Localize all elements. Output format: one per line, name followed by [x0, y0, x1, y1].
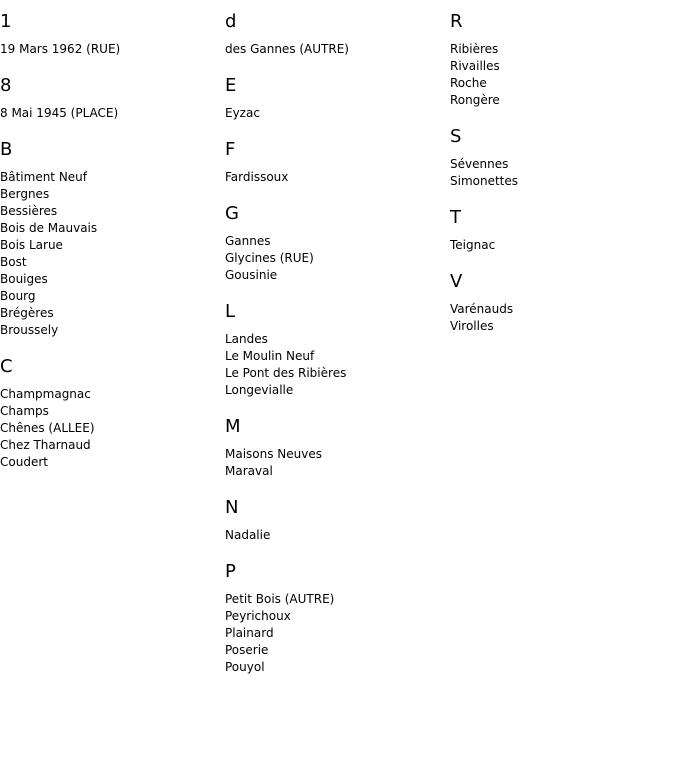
letter-heading: R: [450, 11, 463, 32]
letter-heading: S: [450, 126, 462, 147]
street-list: [225, 331, 450, 399]
street-item[interactable]: Rongère: [450, 93, 500, 107]
street-item[interactable]: des Gannes (AUTRE): [225, 42, 349, 56]
street-item[interactable]: Gannes: [225, 234, 271, 248]
letter-heading: E: [225, 75, 237, 96]
letter-group-v: [450, 271, 675, 335]
street-item[interactable]: Bost: [0, 255, 27, 269]
street-item[interactable]: Sévennes: [450, 157, 509, 171]
street-item[interactable]: Maraval: [225, 464, 273, 478]
letter-heading: P: [225, 561, 236, 582]
letter-group-n: [225, 497, 450, 544]
street-list: [225, 41, 450, 58]
letter-heading: L: [225, 301, 236, 322]
street-list: [225, 446, 450, 480]
street-item[interactable]: Pouyol: [225, 660, 265, 674]
street-item[interactable]: Champmagnac: [0, 387, 91, 401]
street-item[interactable]: Bouiges: [0, 272, 48, 286]
letter-heading: 8: [0, 75, 12, 96]
letter-heading: V: [450, 271, 463, 292]
street-item[interactable]: Longevialle: [225, 383, 294, 397]
street-item[interactable]: Nadalie: [225, 528, 271, 542]
street-item[interactable]: Maisons Neuves: [225, 447, 323, 461]
letter-group-p: [225, 561, 450, 676]
street-list: [0, 169, 225, 339]
street-item[interactable]: Bois de Mauvais: [0, 221, 98, 235]
street-list: [450, 237, 675, 254]
letter-group-f: [225, 139, 450, 186]
letter-group-r: [450, 11, 675, 109]
street-list: [450, 156, 675, 190]
letter-heading: B: [0, 139, 13, 160]
letter-heading: G: [225, 203, 239, 224]
street-item[interactable]: 8 Mai 1945 (PLACE): [0, 106, 119, 120]
letter-heading: d: [225, 11, 237, 32]
letter-heading: N: [225, 497, 239, 518]
street-item[interactable]: Coudert: [0, 455, 48, 469]
street-item[interactable]: Roche: [450, 76, 487, 90]
street-item[interactable]: Bâtiment Neuf: [0, 170, 88, 184]
street-item[interactable]: Landes: [225, 332, 268, 346]
letter-group-l: [225, 301, 450, 399]
letter-group-8: [0, 75, 225, 122]
street-item[interactable]: Rivailles: [450, 59, 500, 73]
letter-group-b: [0, 139, 225, 339]
street-item[interactable]: Le Moulin Neuf: [225, 349, 315, 363]
letter-heading: M: [225, 416, 241, 437]
letter-group-s: [450, 126, 675, 190]
street-list: [225, 105, 450, 122]
street-item[interactable]: Varénauds: [450, 302, 514, 316]
street-item[interactable]: Brégères: [0, 306, 54, 320]
letter-heading: T: [450, 207, 461, 228]
letter-group-g: [225, 203, 450, 284]
street-item[interactable]: Plainard: [225, 626, 274, 640]
street-item[interactable]: Eyzac: [225, 106, 260, 120]
index-column-1: [0, 11, 225, 488]
street-item[interactable]: Bourg: [0, 289, 36, 303]
street-item[interactable]: Simonettes: [450, 174, 519, 188]
street-item[interactable]: Glycines (RUE): [225, 251, 314, 265]
street-list: [450, 41, 675, 109]
street-list: [225, 169, 450, 186]
street-item[interactable]: Peyrichoux: [225, 609, 291, 623]
street-list: [225, 233, 450, 284]
street-item[interactable]: 19 Mars 1962 (RUE): [0, 42, 121, 56]
street-list: [0, 386, 225, 471]
index-column-3: [450, 11, 675, 352]
street-item[interactable]: Virolles: [450, 319, 494, 333]
letter-heading: C: [0, 356, 13, 377]
street-item[interactable]: Teignac: [450, 238, 496, 252]
street-item[interactable]: Bois Larue: [0, 238, 63, 252]
letter-heading: 1: [0, 11, 12, 32]
street-item[interactable]: Chênes (ALLEE): [0, 421, 95, 435]
street-list: [0, 105, 225, 122]
street-item[interactable]: Petit Bois (AUTRE): [225, 592, 335, 606]
letter-group-c: [0, 356, 225, 471]
street-item[interactable]: Le Pont des Ribières: [225, 366, 347, 380]
street-item[interactable]: Fardissoux: [225, 170, 289, 184]
street-item[interactable]: Broussely: [0, 323, 59, 337]
index-column-2: [225, 11, 450, 693]
letter-group-m: [225, 416, 450, 480]
street-item[interactable]: Champs: [0, 404, 49, 418]
letter-group-t: [450, 207, 675, 254]
letter-group-1: [0, 11, 225, 58]
street-item[interactable]: Chez Tharnaud: [0, 438, 91, 452]
street-item[interactable]: Bergnes: [0, 187, 50, 201]
street-list: [450, 301, 675, 335]
street-list: [0, 41, 225, 58]
street-list: [225, 591, 450, 676]
street-item[interactable]: Bessières: [0, 204, 58, 218]
street-item[interactable]: Gousinie: [225, 268, 278, 282]
street-list: [225, 527, 450, 544]
street-item[interactable]: Poserie: [225, 643, 269, 657]
letter-group-d: [225, 11, 450, 58]
letter-heading: F: [225, 139, 236, 160]
letter-group-e: [225, 75, 450, 122]
street-item[interactable]: Ribières: [450, 42, 499, 56]
